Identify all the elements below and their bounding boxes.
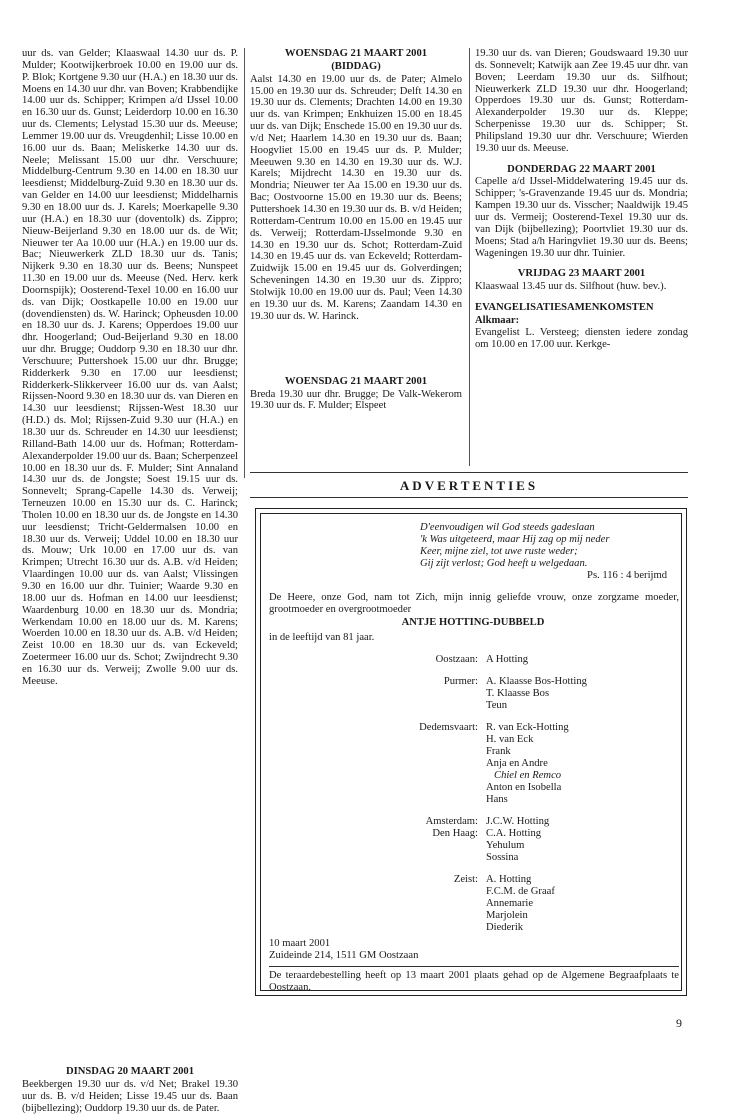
woensdag-services: Breda 19.30 uur dhr. Brugge; De Valk-Wekerom 19.30 uur ds. F. Mulder; Elspeet xyxy=(250,388,462,412)
church-services-list: uur ds. van Gelder; Klaaswaal 14.30 uur ds. P. Mulder; Kootwijkerbroek 10.00 en 19.00 uur ds. P. Blok; Kortgene 9.30 uur (H.A.) en 18.30 uur ds. Moens en 14.30 uur dhr. van Boven; Krabbendijke 14.00 uur ds. Schipper; Krimpen a/d IJssel 10.00 en 16.30 uur ds. Gunst; Leiderdorp 10.00 en 16.30 uur ds. Clements; Lelystad 15.30 uur ds. Meeuse; Lemmer 19.00 uur ds. Vreugdenhil; Lisse 10.00 en 16.00 uur ds. Baan; Meliskerke 14.30 uur ds. Neele; Melissant 15.00 uur dhr. Verschuure; Middelburg-Centrum 9.30 en 14.00 en 18.30 uur leesdienst; Middelburg-Zuid 9.30 en 18.30 uur ds. van Gelder en 14.00 uur leesdienst; Middelharnis 9.30 en 18.00 uur ds. J. Karels; Moerkapelle 9.30 uur (H.A.) en 18.30 uur (doventolk) ds. Zippro; Nieuw-Beijerland 9.30 en 18.00 uur ds. de Wit; Nieuwer ter Aa 10.00 uur (H.A.) en 19.00 uur ds. Bac; Nieuwerkerk ZLD 18.30 uur ds. Tanis; Nijkerk 9.30 en 18.30 uur ds. Beens; Nunspeet 11.30 en 19.00 uur ds. Meeuse (Ned. Herv. kerk Doornspijk); Oosterend-Texel 10.00 en 16.00 uur ds. van Dijk; Oostkapelle 10.00 en 19.00 uur (dovendiensten) ds. W. Harinck; Opheusden 10.00 en 18.30 uur ds. J. Karens; Opperdoes 19.00 uur dhr. Hoogerland; Oud-Beijerland 9.30 en 18.00 uur dhr. Brugge; Ouddorp 9.30 en 18.30 uur dhr. Verschuure; Puttershoek 15.00 uur dhr. Brugge; Ridderkerk 9.30 en 17.00 uur leesdienst; Ridderkerk-Slikkerveer 16.00 uur ds. van Aalst; Rijssen-Noord 9.30 en 18.30 uur ds. van Dieren en 14.30 uur leesdienst; Rijssen-West 18.30 uur (H.D.) ds. Mol; Rijssen-Zuid 9.30 uur (H.A.) en 18.30 uur ds. Schreuder en 14.30 uur leesdienst; Rilland-Bath 14.00 uur ds. Hofman; Rotterdam-Alexanderpolder 19.00 uur ds. Baan; Scherpenzeel 10.00 en 18.30 uur ds. F. Mulder; Sint Annaland 14.30 uur ds. de Jongste; Soest 19.15 uur ds. Sonnevelt; Sprang-Capelle 14.30 ds. Verweij; Terneuzen 10.00 en 15.30 uur ds. C. Harinck; Tholen 10.00 en 18.30 uur ds. de Jongste en 14.30 uur leesdienst; Tricht-Geldermalsen 10.00 en 18.30 uur ds. Verweij; Uddel 10.00 en 18.30 uur ds. Mouw; Urk 10.00 en 17.00 uur ds. van Krimpen; Utrecht 16.30 uur ds. A.B. v/d Heiden; Vlaardingen 10.00 uur ds. van Aalst; Vlissingen 9.30 en 16.00 uur dhr. Tuinier; Waarde 9.30 en 18.00 uur ds. Hofman en 14.00 uur leesdienst; Waardenburg 10.00 en 18.30 uur ds. Mondria; Werkendam 10.00 en 18.00 uur ds. M. Karens; Woerden 10.00 en 18.30 uur ds. A.B. v/d Heiden; Zeist 10.00 en 18.30 uur ds. van Eckeveld; Zoetermeer 16.00 uur ds. Schot; Zwijndrecht 9.30 en 16.30 uur ds. Verweij; Zwolle 9.00 uur ds. Meeuse. xyxy=(22,48,238,687)
family-member: Annemarie xyxy=(486,898,534,909)
poem-line: Keer, mijne ziel, tot uwe ruste weder; xyxy=(420,546,578,557)
funeral-notice: De teraardebestelling heeft op 13 maart 2001 plaats gehad op de Algemene Begraafplaats te Oostzaan. xyxy=(269,970,679,993)
vrijdag-services: Klaaswaal 13.45 uur ds. Silfhout (huw. bev.). xyxy=(475,281,667,293)
obituary-inner-frame xyxy=(260,513,682,991)
family-member: Diederik xyxy=(486,922,524,933)
family-names xyxy=(486,828,541,864)
family-member: Marjolein xyxy=(486,910,528,921)
family-names xyxy=(486,874,555,934)
family-member: C.A. Hotting xyxy=(486,828,542,839)
family-member: T. Klaasse Bos xyxy=(486,688,550,699)
donderdag-services: Capelle a/d IJssel-Middelwatering 19.45 uur ds. Schipper; 's-Gravenzande 19.45 uur ds. Mondria; Kampen 19.30 uur ds. Visscher; Naaldwijk 19.45 uur ds. Vermeij; Oosterend-Texel 19.30 uur ds. van Dijk (bijbellezing); Poortvliet 19.30 uur ds. Moens; Stad a/h Haringvliet 19.30 uur ds. Beens; Wageningen 19.30 uur dhr. Tuinier. xyxy=(475,176,688,259)
family-list xyxy=(396,654,676,934)
family-group xyxy=(396,654,676,666)
family-member: Teun xyxy=(486,700,508,711)
family-member: Yehulum xyxy=(486,840,525,851)
obituary-footer xyxy=(269,938,679,994)
obituary-date: 10 maart 2001 xyxy=(269,938,331,949)
poem-line: D'eenvoudigen wil God steeds gadeslaan xyxy=(420,522,595,533)
obituary-poem xyxy=(420,522,610,570)
column-2 xyxy=(250,48,462,412)
deceased-name: ANTJE HOTTING-DUBBELD xyxy=(401,617,545,628)
page-number: 9 xyxy=(676,1016,682,1030)
section-heading-donderdag: DONDERDAG 22 MAART 2001 xyxy=(507,163,656,175)
family-city: Amsterdam: xyxy=(425,816,478,827)
advertenties-rule-bottom xyxy=(250,497,688,498)
family-member: Hans xyxy=(486,794,508,805)
dinsdag-services: Beekbergen 19.30 uur ds. v/d Net; Brakel 19.30 uur ds. B. v/d Heiden; Lisse 19.45 uur ds. Baan (bijbellezing); Ouddorp 19.30 uur ds. de Pater. xyxy=(22,1078,238,1114)
family-member: H. van Eck xyxy=(486,734,534,745)
advertenties-rule-top xyxy=(250,472,688,473)
services-continued: 19.30 uur ds. van Dieren; Goudswaard 19.30 uur ds. Sonnevelt; Katwijk aan Zee 19.45 uur dhr. van Boven; Leerdam 19.30 uur ds. Silfhout; Nieuwerkerk ZLD 19.30 uur dhr. Hoogerland; Opperdoes 19.30 uur ds. Gunst; Rotterdam-Alexanderpolder 19.30 uur ds. Kleppe; Scherpenisse 19.30 uur ds. Schipper; St. Philipsland 19.30 uur dhr. Verschuure; Wierden 19.30 uur ds. Meeuse. xyxy=(475,48,688,154)
family-city: Dedemsvaart: xyxy=(419,722,478,733)
column-divider-1 xyxy=(244,48,245,478)
section-heading-biddag: (BIDDAG) xyxy=(331,60,381,72)
section-heading-dinsdag: DINSDAG 20 MAART 2001 xyxy=(65,1066,195,1077)
family-names xyxy=(486,816,549,828)
family-member: Anton en Isobella xyxy=(486,782,562,793)
obituary-intro: De Heere, onze God, nam tot Zich, mijn innig geliefde vrouw, onze zorgzame moeder, grootmoeder en overgrootmoeder xyxy=(269,592,679,615)
family-member: Chiel en Remco xyxy=(494,770,562,781)
family-member: A Hotting xyxy=(486,654,529,665)
section-heading-woensdag: WOENSDAG 21 MAART 2001 xyxy=(284,48,428,59)
footer-rule xyxy=(269,966,679,967)
family-member: J.C.W. Hotting xyxy=(486,816,550,827)
family-member: Frank xyxy=(486,746,511,757)
advertenties-title: ADVERTENTIES xyxy=(399,478,539,493)
family-group xyxy=(396,828,676,864)
family-group xyxy=(396,816,676,828)
family-city: Purmer: xyxy=(443,676,478,687)
poem-line: Gij zijt verlost; God heeft u welgedaan. xyxy=(420,558,588,569)
family-names xyxy=(486,654,528,666)
alkmaar-subheading: Alkmaar: xyxy=(475,314,520,326)
family-city: Oostzaan: xyxy=(435,654,478,665)
obituary-address: Zuideinde 214, 1511 GM Oostzaan xyxy=(269,950,419,961)
psalm-reference: Ps. 116 : 4 berijmd xyxy=(587,570,667,581)
column-3 xyxy=(475,48,688,350)
deceased-age: in de leeftijd van 81 jaar. xyxy=(269,632,375,643)
poem-line: 'k Was uitgeteerd, maar Hij zag op mij neder xyxy=(420,534,610,545)
family-city: Den Haag: xyxy=(432,828,478,839)
family-member: Anja en Andre xyxy=(486,758,548,769)
family-member: A. Hotting xyxy=(486,874,532,885)
family-group xyxy=(396,722,676,806)
family-member: R. van Eck-Hotting xyxy=(486,722,569,733)
evangelisatie-text: Evangelist L. Versteeg; diensten iedere zondag om 10.00 en 17.00 uur. Kerkge- xyxy=(475,326,688,350)
obituary-advertisement xyxy=(255,508,687,996)
section-heading-vrijdag: VRIJDAG 23 MAART 2001 xyxy=(517,268,646,280)
section-heading-evangelisatie: EVANGELISATIESAMENKOMSTEN xyxy=(475,302,654,314)
family-group xyxy=(396,676,676,712)
column-divider-2 xyxy=(469,48,470,466)
family-member: A. Klaasse Bos-Hotting xyxy=(486,676,587,687)
family-city: Zeist: xyxy=(453,874,478,885)
family-member: Sossina xyxy=(486,852,519,863)
section-heading-woensdag-2: WOENSDAG 21 MAART 2001 xyxy=(284,375,428,387)
family-group xyxy=(396,874,676,934)
column-1 xyxy=(22,48,238,1114)
family-names xyxy=(486,676,587,712)
family-names xyxy=(486,722,569,806)
biddag-services: Aalst 14.30 en 19.00 uur ds. de Pater; Almelo 15.00 en 19.30 uur ds. Schreuder; Delft 14.30 en 19.30 uur ds. Clements; Drachten 14.00 en 19.30 uur ds. van Krimpen; Enkhuizen 15.00 en 18.45 uur ds. van Dijk; Enschede 15.00 en 19.30 uur ds. v/d Net; Haarlem 14.30 en 19.30 uur ds. Baan; Hoogvliet 15.00 en 19.45 uur ds. P. Mulder; Meeuwen 9.30 en 14.30 en 19.30 uur ds. W.J. Karels; Mijdrecht 14.30 en 19.30 uur ds. Mondria; Nieuwer ter Aa 15.00 en 19.30 uur ds. Bac; Oostvoorne 15.00 en 19.30 uur ds. Beens; Puttershoek 14.30 en 19.30 uur ds. B. v/d Heiden; Rotterdam-Centrum 10.00 en 15.00 en 19.45 uur ds. Verweij; Rotterdam-IJsselmonde 9.30 en 14.30 en 19.30 uur ds. Schot; Rotterdam-Zuid 14.30 en 19.45 uur ds. van Eckeveld; Rotterdam-Zuidwijk 15.00 en 19.45 uur ds. Golverdingen; Scheveningen 14.30 en 19.30 uur ds. Zippro; Stolwijk 10.00 en 19.00 uur ds. Paul; Veen 14.30 en 19.30 uur ds. M. Karens; Zaandam 14.30 en 19.30 uur ds. W. Harinck. xyxy=(250,73,462,322)
family-member: F.C.M. de Graaf xyxy=(486,886,555,897)
